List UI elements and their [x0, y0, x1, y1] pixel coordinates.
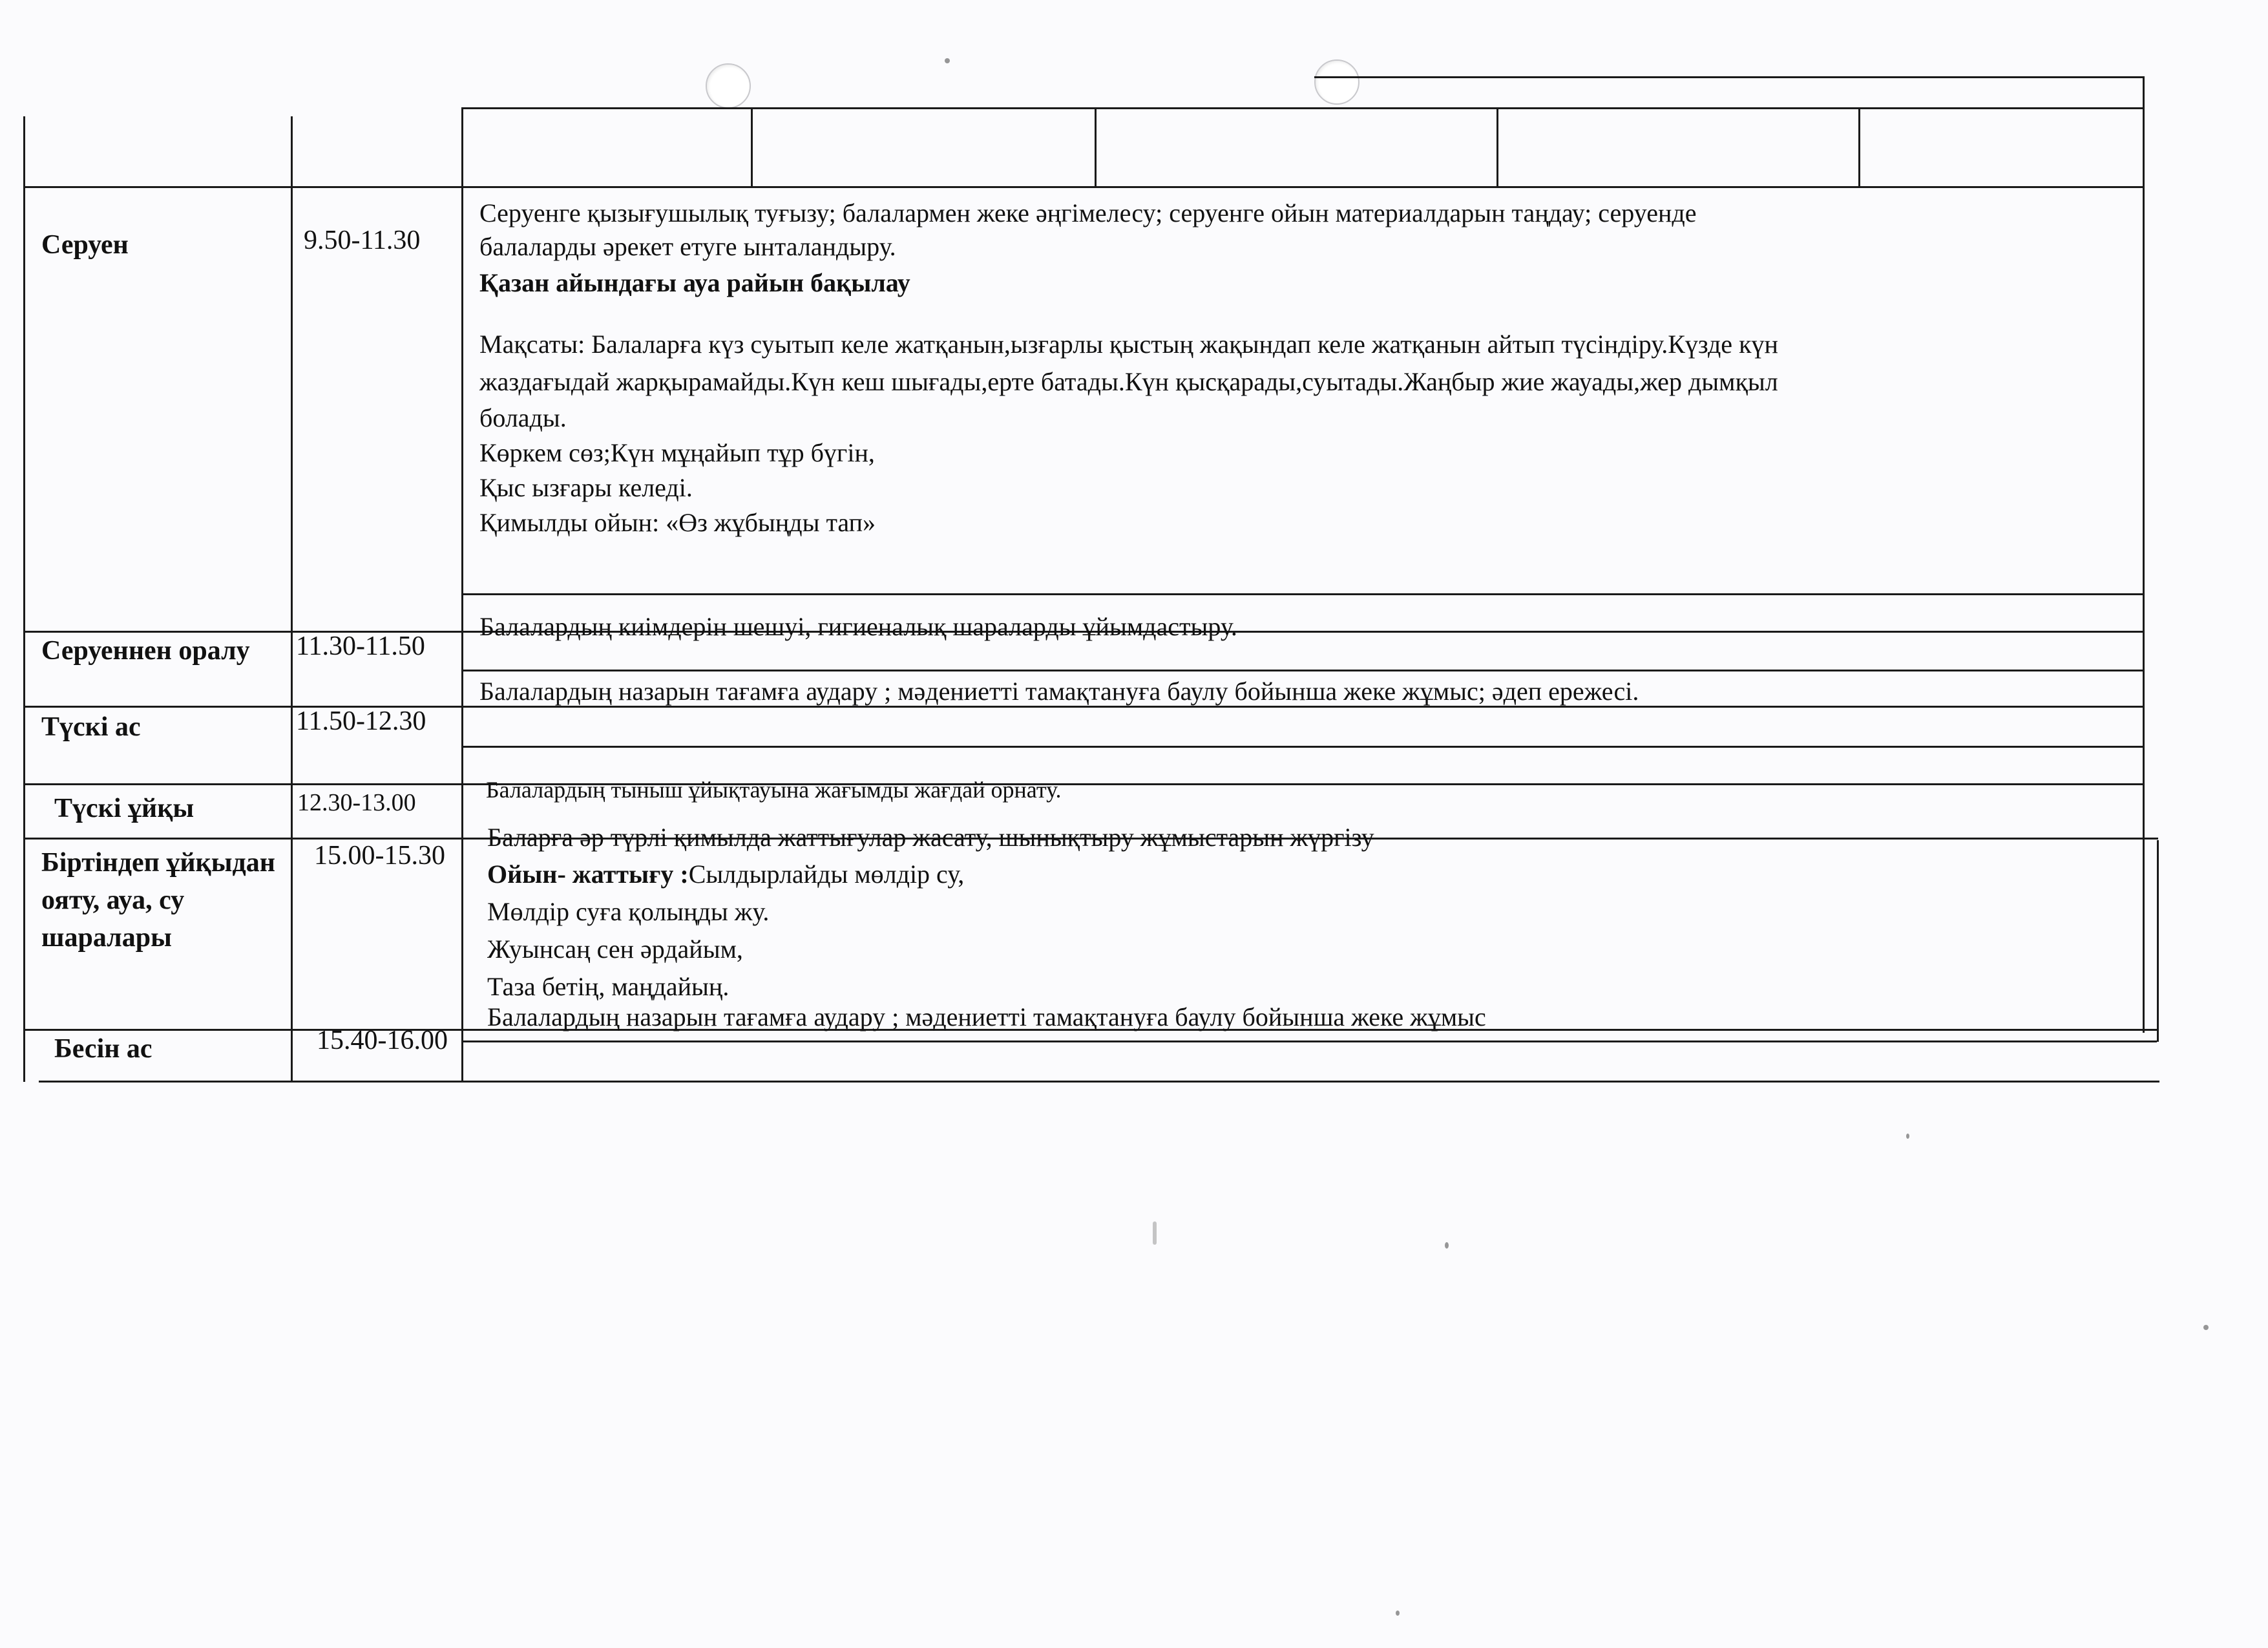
row-label-return: Серуеннен оралу — [41, 636, 250, 666]
table-rule — [291, 116, 293, 1082]
table-rule — [1314, 76, 2144, 78]
row-content-snack: Балалардың назарын тағамға аудару ; мәдениетті тамақтануға баулу бойынша жеке жұмыс — [487, 1002, 1486, 1031]
content-line: Серуенге қызығушылық туғызу; балалармен жеке әңгімелесу; серуенге ойын материалдарын таңдау; серуенде — [479, 198, 1697, 227]
scan-speck — [2203, 1325, 2209, 1330]
punch-hole-left — [706, 63, 751, 109]
table-rule — [2157, 840, 2159, 1042]
table-rule — [1095, 107, 1097, 186]
content-line: Баларға әр түрлі қимылда жаттығулар жасату, шынықтыру жұмыстарын жүргізу — [487, 823, 1374, 852]
table-rule — [461, 593, 2144, 595]
content-line: Қыс ызғары келеді. — [479, 473, 693, 502]
table-rule — [461, 1041, 2157, 1042]
content-line-blank — [479, 302, 1778, 326]
scan-speck — [1396, 1611, 1400, 1616]
table-rule — [1496, 107, 1498, 186]
table-rule — [461, 746, 2144, 748]
row-content-walk — [479, 196, 1778, 540]
row-content-nap: Балалардың тыныш ұйықтауына жағымды жағдай орнату. — [486, 777, 1062, 803]
row-time-wakeup: 15.00-15.30 — [314, 841, 445, 871]
content-line: жаздағыдай жарқырамайды.Күн кеш шығады,ерте батады.Күн қысқарады,суытады.Жаңбыр жие жауады,жер дымқыл — [479, 367, 1778, 396]
row-time-return: 11.30-11.50 — [296, 631, 425, 661]
table-rule — [461, 186, 463, 1082]
row-label-lunch: Түскі ас — [41, 712, 141, 742]
row-time-nap: 12.30-13.00 — [297, 789, 416, 816]
content-line — [487, 856, 1374, 893]
content-line: Көркем сөз;Күн мұңайып тұр бүгін, — [479, 438, 875, 467]
content-line: балаларды әрекет етуге ынталандыру. — [479, 232, 896, 261]
content-line: болады. — [479, 403, 567, 432]
content-line-heading: Қазан айындағы ауа райын бақылау — [479, 268, 910, 297]
content-line: Қимылды ойын: «Өз жұбыңды тап» — [479, 508, 876, 537]
content-line: Жуынсаң сен әрдайым, — [487, 935, 743, 964]
scan-speck — [945, 58, 950, 63]
punch-hole-right — [1314, 59, 1360, 105]
table-rule — [23, 186, 2144, 188]
row-content-wakeup — [487, 819, 1374, 1006]
table-rule — [461, 107, 2144, 109]
scan-speck — [1906, 1134, 1909, 1139]
row-content-return: Балалардың киімдерін шешуі, гигиеналық шараларды ұйымдастыру. — [479, 612, 1237, 641]
table-rule — [461, 107, 463, 186]
table-rule — [1858, 107, 1860, 186]
poem-line: Сылдырлайды мөлдір су, — [688, 860, 965, 889]
content-line: Таза бетің, маңдайың. — [487, 972, 730, 1001]
row-label-walk: Серуен — [41, 230, 129, 260]
scan-speck — [1153, 1221, 1157, 1245]
exercise-label: Ойын- жаттығу : — [487, 860, 689, 889]
row-label-wakeup: Біртіндеп ұйқыдан ояту, ауа, су шаралары — [41, 848, 275, 953]
table-rule — [23, 116, 25, 1082]
row-time-snack: 15.40-16.00 — [317, 1026, 448, 1055]
row-label-snack: Бесін ас — [54, 1034, 152, 1064]
table-rule — [2143, 76, 2145, 186]
table-rule — [2143, 186, 2145, 1033]
row-content-lunch: Балалардың назарын тағамға аудару ; мәдениетті тамақтануға баулу бойынша жеке жұмыс; әдеп ережесі. — [479, 677, 1639, 706]
scan-speck — [1445, 1242, 1449, 1249]
table-rule — [751, 107, 753, 186]
row-time-walk: 9.50-11.30 — [304, 226, 421, 255]
table-rule — [39, 1081, 2159, 1083]
content-line: Мақсаты: Балаларға күз суытып келе жатқанын,ызғарлы қыстың жақындап келе жатқанын айтып түсіндіру.Күзде күн — [479, 330, 1778, 359]
table-rule — [23, 783, 2144, 785]
content-line: Мөлдір суға қолыңды жу. — [487, 897, 770, 926]
row-label-nap: Түскі ұйқы — [54, 794, 194, 823]
row-time-lunch: 11.50-12.30 — [296, 706, 426, 736]
table-rule — [461, 670, 2144, 671]
